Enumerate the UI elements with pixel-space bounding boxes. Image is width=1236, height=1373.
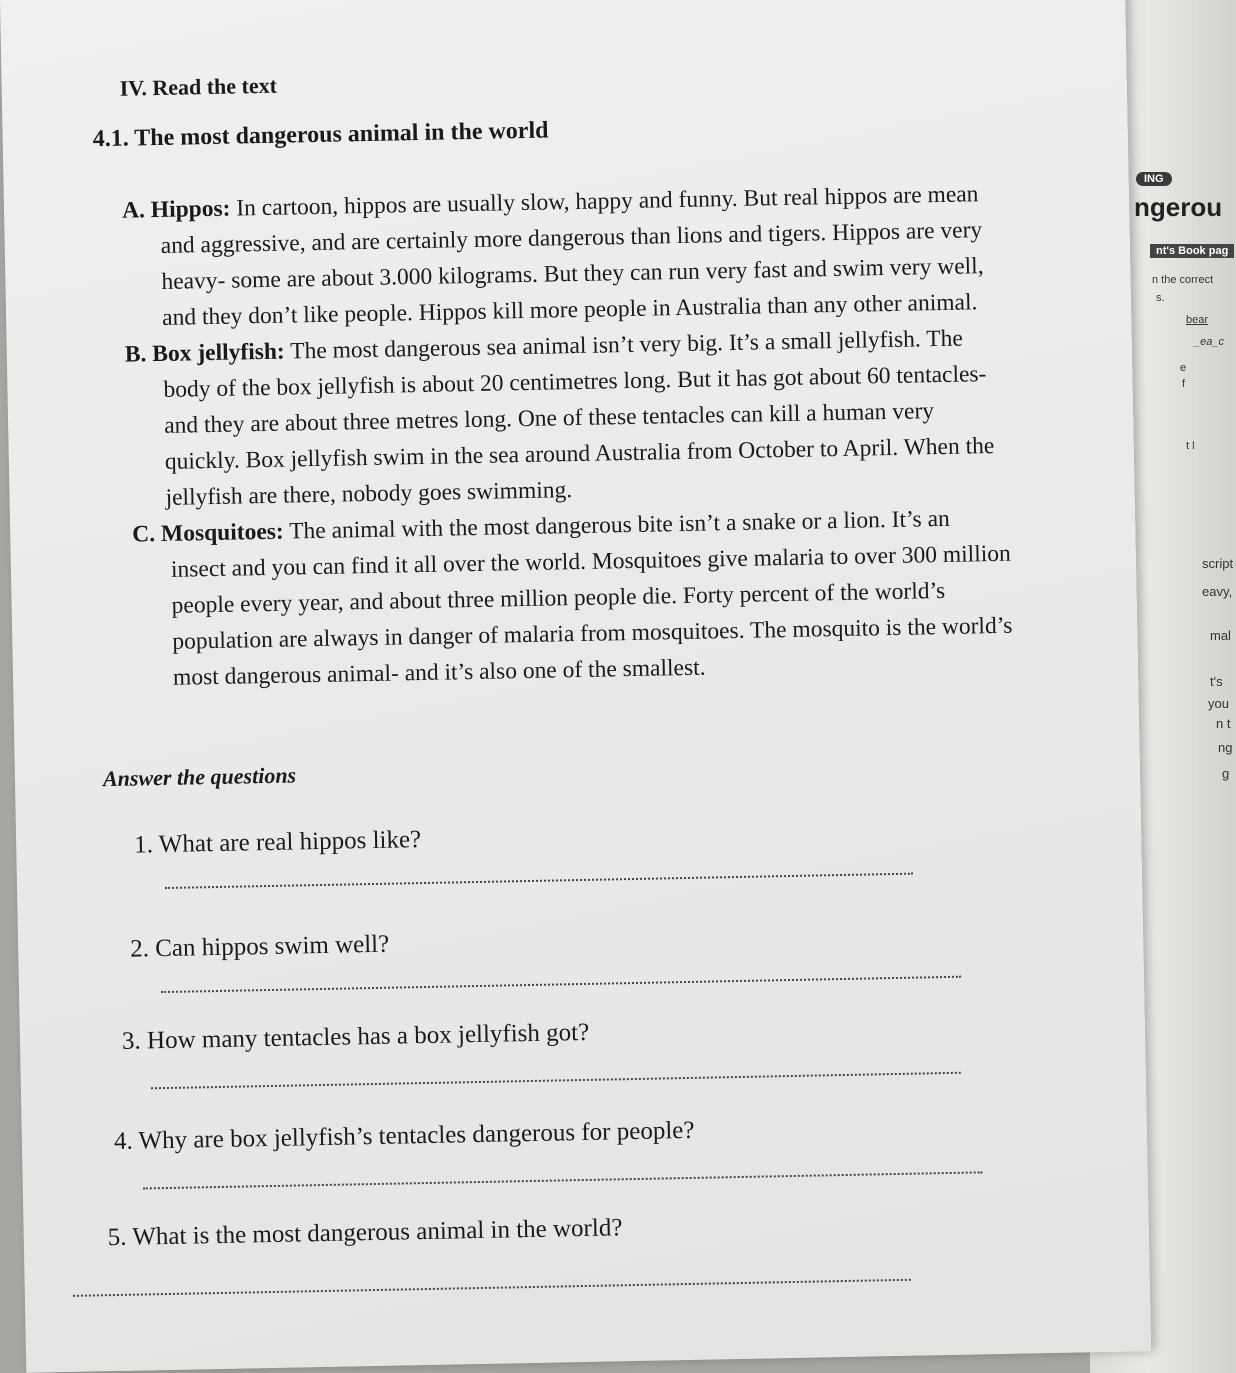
bg-fragment: mal <box>1210 628 1231 643</box>
paragraph-b-line: jellyfish are there, nobody goes swimming. <box>165 477 573 511</box>
bg-fragment: s. <box>1156 292 1165 304</box>
paragraph-a-line-1 <box>122 181 979 224</box>
paragraph-c-line: people every year, and about three million people die. Forty percent of the world’s <box>171 577 946 619</box>
paragraph-a-line: and aggressive, and are certainly more dangerous than lions and tigers. Hippos are very <box>160 217 983 259</box>
answer-line-3[interactable] <box>151 1072 961 1090</box>
question-2: 2. Can hippos swim well? <box>129 930 390 963</box>
bg-fragment: t's <box>1210 674 1223 689</box>
paragraph-b-line: body of the box jellyfish is about 20 centimetres long. But it has got about 60 tentacles- <box>163 361 987 403</box>
answer-line-4[interactable] <box>143 1171 983 1189</box>
paragraph-b-text: The most dangerous sea animal isn’t very big. It’s a small jellyfish. The <box>289 325 964 365</box>
answer-heading: Answer the questions <box>102 762 297 792</box>
question-5: 5. What is the most dangerous animal in the world? <box>107 1214 623 1252</box>
paragraph-a-text: In cartoon, hippos are usually slow, happy and funny. But real hippos are mean <box>236 181 979 222</box>
question-3: 3. How many tentacles has a box jellyfish got? <box>121 1018 590 1055</box>
article-title: 4.1. The most dangerous animal in the world <box>92 117 549 153</box>
bg-fragment: _ea_c <box>1194 336 1224 348</box>
question-1: 1. What are real hippos like? <box>133 826 422 859</box>
section-heading: IV. Read the text <box>119 72 278 101</box>
answer-line-5[interactable] <box>73 1279 911 1297</box>
bg-fragment: t l <box>1186 440 1195 452</box>
question-4: 4. Why are box jellyfish’s tentacles dangerous for people? <box>113 1116 695 1156</box>
paragraph-a-line: heavy- some are about 3.000 kilograms. But they can run very fast and swim very well, <box>161 253 984 295</box>
paragraph-c-line: most dangerous animal- and it’s also one of the smallest. <box>172 654 706 691</box>
bg-fragment: f <box>1182 378 1186 390</box>
answer-line-2[interactable] <box>161 976 961 993</box>
paragraph-a-label: Hippos: <box>150 195 231 224</box>
bg-bar-text: nt's Book pag <box>1150 244 1234 258</box>
paragraph-b-line: quickly. Box jellyfish swim in the sea around Australia from October to April. When the <box>164 432 995 475</box>
paragraph-b-letter: B. <box>124 341 147 368</box>
paragraph-c-letter: C. <box>132 521 156 548</box>
bg-fragment: bear <box>1186 314 1209 326</box>
bg-fragment: n t <box>1216 716 1231 731</box>
paragraph-b-line-1 <box>125 326 963 369</box>
paragraph-a-line: and they don’t like people. Hippos kill more people in Australia than any other animal. <box>161 289 978 331</box>
bg-fragment: eavy, <box>1202 584 1233 599</box>
paragraph-c-text: The animal with the most dangerous bite isn’t a snake or a lion. It’s an <box>288 505 950 545</box>
bg-badge: ING <box>1136 172 1172 186</box>
paragraph-b-label: Box jellyfish: <box>152 338 286 368</box>
bg-fragment: script <box>1202 556 1234 571</box>
bg-fragment: g <box>1222 766 1230 781</box>
paragraph-b-line: and they are about three metres long. One of these tentacles can kill a human very <box>163 398 935 439</box>
paragraph-c-line-1 <box>132 506 950 549</box>
answer-line-1[interactable] <box>165 873 913 889</box>
paragraph-c-line: insect and you can find it all over the world. Mosquitoes give malaria to over 300 million <box>170 540 1012 583</box>
paragraph-c-label: Mosquitoes: <box>160 518 284 548</box>
bg-fragment: you <box>1208 696 1229 711</box>
bg-fragment: ng <box>1218 740 1233 755</box>
bg-big-word: ngerou <box>1134 192 1223 222</box>
paragraph-c-line: population are always in danger of malaria from mosquitoes. The mosquito is the world’s <box>172 612 1013 655</box>
bg-fragment: e <box>1180 362 1187 374</box>
paragraph-a-letter: A. <box>121 197 146 224</box>
bg-fragment: n the correct <box>1152 274 1214 286</box>
